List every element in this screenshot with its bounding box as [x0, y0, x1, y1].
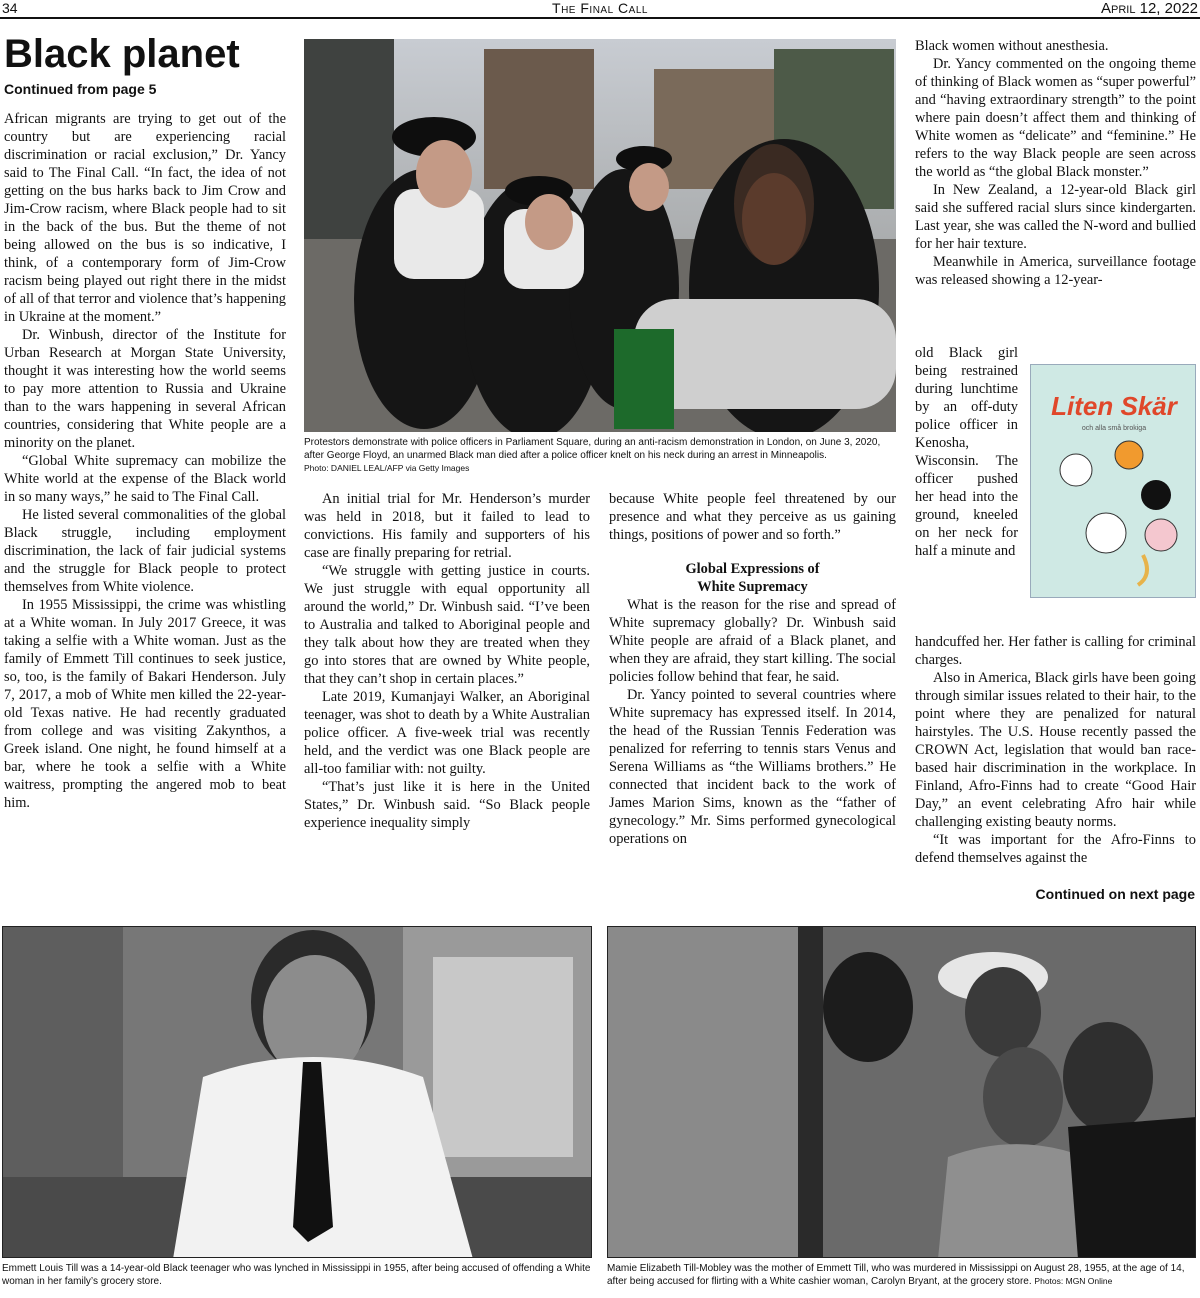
film-poster	[1030, 364, 1196, 598]
paragraph: handcuffed her. Her father is calling for criminal charges.	[915, 634, 1196, 668]
masthead	[0, 0, 1200, 19]
paragraph: old Black girl being restrained during lunchtime by an off-duty police officer in Kenosha, Wisconsin. The officer pushed her head into the ground, kneeled on her neck for half a minute and	[915, 345, 1018, 559]
paragraph: “That’s just like it is here in the United States,” Dr. Winbush said. “So Black people experience inequality simply	[304, 779, 590, 831]
article-column-4-top	[915, 37, 1196, 362]
caption-text: Mamie Elizabeth Till-Mobley was the mother of Emmett Till, who was murdered in Mississippi on August 28, 1955, at the age of 14, after being accused for flirting with a White cashier woman, Carolyn Bryant, at the grocery store.	[607, 1263, 1185, 1287]
paragraph: Dr. Yancy commented on the ongoing theme of thinking of Black women as “super powerful” and “having extraordinary strength” to the point where pain doesn’t affect them and thinking of White women as “delicate” and “feminine.” He refers to the way Black people are seen across the world as “the global Black monster.”	[915, 56, 1196, 180]
subheading	[609, 560, 896, 596]
poster-subtitle: och alla små brokiga	[1081, 425, 1147, 432]
paragraph: Late 2019, Kumanjayi Walker, an Aboriginal teenager, was shot to death by a White Australian police officer. A five-week trial was recently held, and the verdict was one Black people are all-too familiar with: not guilty.	[304, 689, 590, 777]
newspaper-name: The Final Call	[552, 0, 648, 16]
article-column-1	[4, 110, 286, 940]
protest-photo-image	[304, 39, 896, 432]
emmett-till-photo	[2, 926, 592, 1258]
continued-from-label: Continued from page 5	[4, 81, 157, 97]
issue-date: April 12, 2022	[1100, 0, 1198, 17]
paragraph: In New Zealand, a 12-year-old Black girl said she suffered racial slurs since kindergarten. Last year, she was called the N-word and bullied for her hair texture.	[915, 182, 1196, 252]
subheading-line-1: Global Expressions of	[685, 561, 820, 577]
paragraph: An initial trial for Mr. Henderson’s murder was held in 2018, but it failed to lead to convictions. His family and supporters of his case are finally preparing for retrial.	[304, 491, 590, 561]
emmett-till-caption: Emmett Louis Till was a 14-year-old Black teenager who was lynched in Mississippi in 1955, after being accused of offending a White woman in her family’s grocery store.	[2, 1263, 591, 1287]
article-column-2	[304, 490, 590, 940]
article-headline: Black planet	[4, 32, 240, 76]
article-column-4-bottom	[915, 633, 1196, 885]
paragraph: “We struggle with getting justice in courts. We just struggle with equal opportunity all around the world,” Dr. Winbush said. “I’ve been to Australia and talked to Aboriginal people and they talk about how they are treated when they go into stores that are owned by White people, that they can’t shop in certain places.”	[304, 563, 590, 687]
poster-illustration	[1031, 365, 1196, 598]
photo-credit: Photo: DANIEL LEAL/AFP via Getty Images	[304, 463, 470, 473]
paragraph: Also in America, Black girls have been going through similar issues related to their hair, to the point where they are penalized for natural hairstyles. The U.S. House recently passed the CROWN Act, legislation that would ban race-based hair discrimination in the workplace. In Finland, Afro-Finns had to create “Good Hair Day,” an event celebrating Afro hair while challenging existing beauty norms.	[915, 670, 1196, 830]
mamie-till-mobley-caption	[607, 1262, 1196, 1288]
paragraph: What is the reason for the rise and spread of White supremacy globally? Dr. Winbush said White people are afraid of a Black planet, and when they are afraid, they start killing. The social policies follow behind that fear, he said.	[609, 597, 896, 685]
paragraph: “It was important for the Afro-Finns to defend themselves against the	[915, 832, 1196, 866]
paragraph: Meanwhile in America, surveillance footage was released showing a 12-year-	[915, 254, 1196, 288]
emmett-till-photo-image	[3, 927, 592, 1258]
article-column-3	[609, 490, 896, 940]
protest-photo-caption	[304, 436, 896, 475]
poster-title: Liten Skär	[1051, 391, 1177, 421]
article-column-4-narrow	[915, 344, 1018, 634]
mamie-till-mobley-photo-image	[608, 927, 1196, 1258]
paragraph: Black women without anesthesia.	[915, 38, 1109, 54]
continued-on-next-page-label: Continued on next page	[1035, 886, 1195, 902]
mamie-till-mobley-photo	[607, 926, 1196, 1258]
paragraph: because White people feel threatened by our presence and what they perceive as us gaining things, positions of power and so forth.”	[609, 491, 896, 543]
caption-text: Protestors demonstrate with police officers in Parliament Square, during an anti-racism demonstration in London, on June 3, 2020, after George Floyd, an unarmed Black man died after a police officer knelt on his neck during an arrest in Minneapolis.	[304, 437, 881, 461]
paragraph: African migrants are trying to get out of the country but are experiencing racial discrimination or racial exclusion,” Dr. Yancy said to The Final Call. “In fact, the idea of not getting on the bus harks back to Jim Crow and Jim-Crow racism, where Black people had to sit in the back of the bus. But the theme of not being allowed on the bus is so indicative, I think, of a contemporary form of Jim-Crow racism being played out right there in the midst of all of that terror and violence that’s happening in Ukraine at the moment.”	[4, 111, 286, 325]
subheading-line-2: White Supremacy	[697, 579, 808, 595]
protest-photo	[304, 39, 896, 432]
paragraph: “Global White supremacy can mobilize the White world at the expense of the Black world in so many ways,” he said to The Final Call.	[4, 453, 286, 505]
paragraph: In 1955 Mississippi, the crime was whistling at a White woman. In July 2017 Greece, it was taking a selfie with a White woman. Just as the family of Emmett Till continues to seek justice, so, too, is the family of Bakari Henderson. July 7, 2017, a mob of White men killed the 22-year-old Texas native. He had recently graduated from college and was visiting Zakynthos, a Greek island. One night, he found himself at a bar, where he took a selfie with a White waitress, prompting the angered mob to beat him.	[4, 597, 286, 811]
paragraph: Dr. Yancy pointed to several countries where White supremacy has expressed itself. In 2014, the head of the Russian Tennis Federation was penalized for referring to tennis stars Venus and Serena Williams as “the Williams brothers.” He connected that incident back to the work of James Marion Sims, known as the “father of gynecology.” Mr. Sims performed gynecological operations on	[609, 687, 896, 847]
photo-credit: Photos: MGN Online	[1034, 1276, 1113, 1286]
paragraph: Dr. Winbush, director of the Institute for Urban Research at Morgan State University, thought it was interesting how the world seems to pay more attention to Russia and Ukraine than to the wars happening in several African countries, considering that White people are a minority on the planet.	[4, 327, 286, 451]
page-number: 34	[2, 0, 18, 16]
paragraph: He listed several commonalities of the global Black struggle, including employment discrimination, the lack of fair judicial systems and the struggle for Black people to protect themselves from White violence.	[4, 507, 286, 595]
